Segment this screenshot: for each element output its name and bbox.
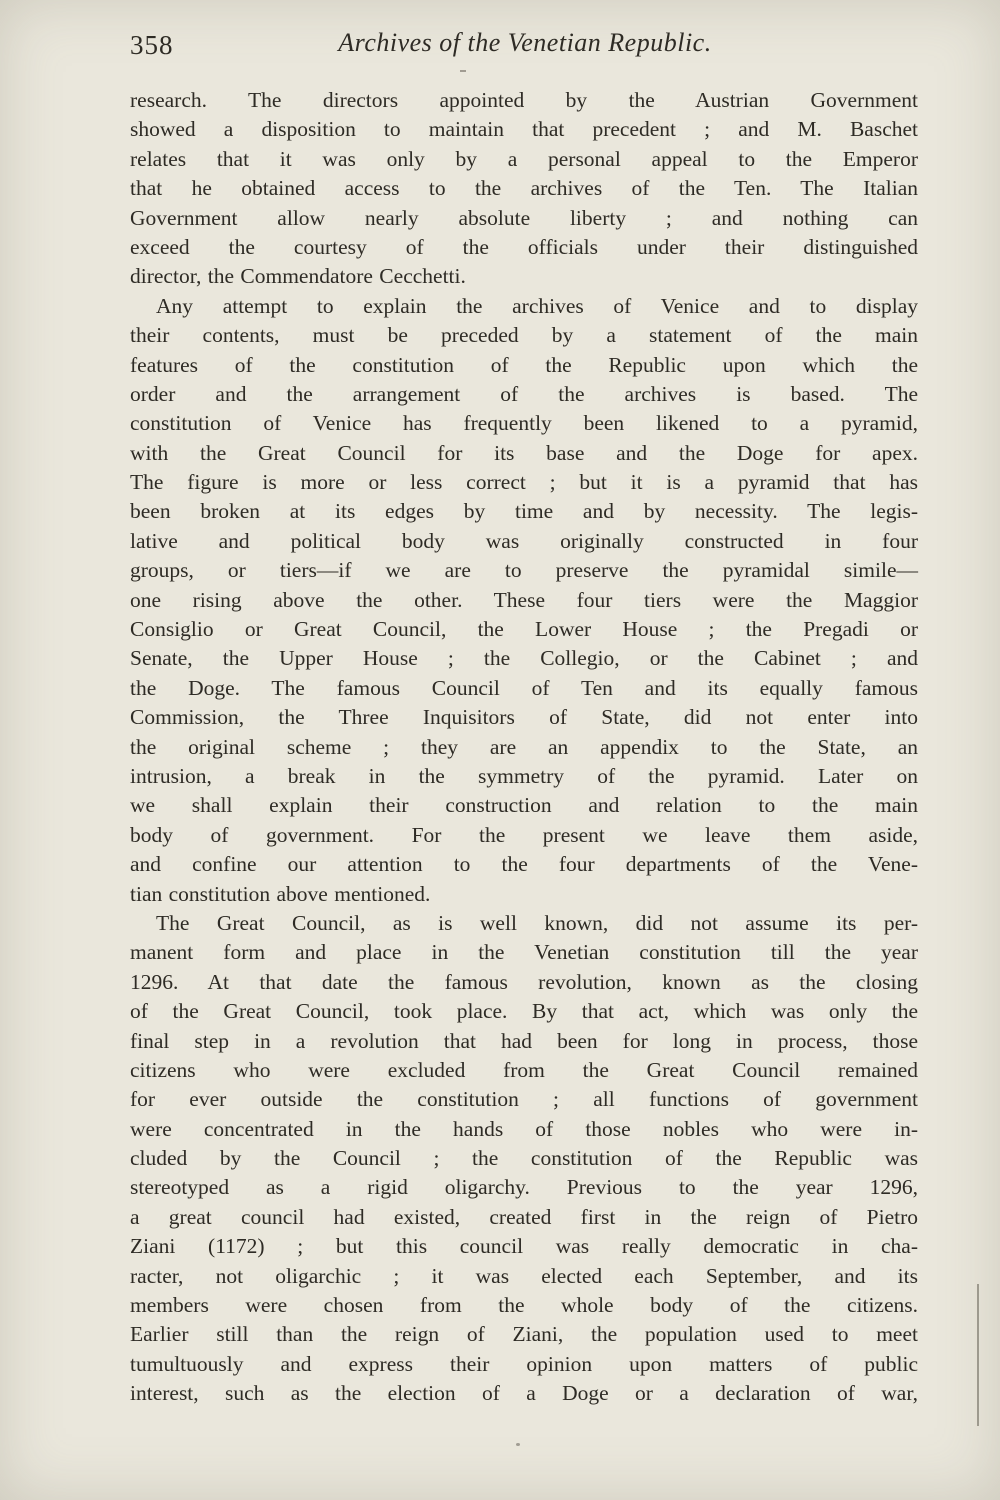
- text-line: members were chosen from the whole body of the citizens.: [130, 1293, 918, 1318]
- text-line: exceed the courtesy of the officials under their distinguished: [130, 234, 918, 259]
- text-line: showed a disposition to maintain that precedent ; and M. Baschet: [130, 117, 918, 142]
- text-line: been broken at its edges by time and by necessity. The legis-: [130, 499, 918, 524]
- text-line: one rising above the other. These four tiers were the Maggior: [130, 587, 918, 612]
- text-line: the original scheme ; they are an appendix to the State, an: [130, 734, 918, 759]
- running-title: Archives of the Venetian Republic.: [338, 28, 712, 57]
- text-line: Any attempt to explain the archives of Venice and to display: [156, 293, 918, 318]
- text-line: the Doge. The famous Council of Ten and its equally famous: [130, 675, 918, 700]
- text-line: relates that it was only by a personal appeal to the Emperor: [130, 146, 918, 171]
- text-line: tumultuously and express their opinion upon matters of public: [130, 1351, 918, 1376]
- text-line: intrusion, a break in the symmetry of the pyramid. Later on: [130, 763, 918, 788]
- text-line: Ziani (1172) ; but this council was really democratic in cha-: [130, 1234, 918, 1259]
- scan-speck-under-title: [460, 70, 466, 72]
- text-line: that he obtained access to the archives of the Ten. The Italian: [130, 176, 918, 201]
- text-line: research. The directors appointed by the Austrian Government: [130, 88, 918, 112]
- text-line: we shall explain their construction and relation to the main: [130, 793, 918, 818]
- text-line: Earlier still than the reign of Ziani, the population used to meet: [130, 1322, 918, 1347]
- text-line: lative and political body was originally constructed in four: [130, 528, 918, 553]
- text-line: racter, not oligarchic ; it was elected each September, and its: [130, 1263, 918, 1288]
- text-line: were concentrated in the hands of those nobles who were in-: [130, 1116, 918, 1141]
- page-number: 358: [130, 30, 174, 60]
- text-line: 1296. At that date the famous revolution, known as the closing: [130, 969, 918, 994]
- scan-artifact-vertical-line: [977, 1284, 979, 1426]
- text-line: of the Great Council, took place. By that act, which was only the: [130, 999, 918, 1024]
- text-line: for ever outside the constitution ; all functions of government: [130, 1087, 918, 1112]
- text-line: Consiglio or Great Council, the Lower House ; the Pregadi or: [130, 617, 918, 642]
- paragraph: [130, 86, 918, 292]
- scan-speck-bottom: [516, 1443, 520, 1446]
- text-line: The figure is more or less correct ; but it is a pyramid that has: [130, 470, 918, 495]
- text-line: cluded by the Council ; the constitution of the Republic was: [130, 1146, 918, 1171]
- page-header: [130, 28, 920, 68]
- text-line: interest, such as the election of a Doge or a declaration of war,: [130, 1381, 918, 1406]
- text-line: a great council had existed, created first in the reign of Pietro: [130, 1204, 918, 1229]
- text-line: constitution of Venice has frequently been likened to a pyramid,: [130, 411, 918, 436]
- text-line: Senate, the Upper House ; the Collegio, or the Cabinet ; and: [130, 646, 918, 671]
- text-line: The Great Council, as is well known, did not assume its per-: [156, 910, 918, 935]
- text-line: director, the Commendatore Cecchetti.: [130, 264, 466, 289]
- text-line: final step in a revolution that had been for long in process, those: [130, 1028, 918, 1053]
- text-line: Government allow nearly absolute liberty ; and nothing can: [130, 205, 918, 230]
- text-line: manent form and place in the Venetian constitution till the year: [130, 940, 918, 965]
- text-line: with the Great Council for its base and the Doge for apex.: [130, 440, 918, 465]
- paragraph: [130, 292, 918, 909]
- text-line: tian constitution above mentioned.: [130, 881, 431, 906]
- text-line: Commission, the Three Inquisitors of State, did not enter into: [130, 705, 918, 730]
- text-line: body of government. For the present we leave them aside,: [130, 822, 918, 847]
- text-line: stereotyped as a rigid oligarchy. Previous to the year 1296,: [130, 1175, 918, 1200]
- page-body: [130, 86, 918, 1409]
- text-line: groups, or tiers—if we are to preserve the pyramidal simile—: [130, 558, 918, 583]
- text-line: order and the arrangement of the archives is based. The: [130, 381, 918, 406]
- text-line: their contents, must be preceded by a statement of the main: [130, 323, 918, 348]
- text-line: and confine our attention to the four departments of the Vene-: [130, 852, 918, 877]
- paragraph: [130, 909, 918, 1409]
- text-line: features of the constitution of the Republic upon which the: [130, 352, 918, 377]
- text-line: citizens who were excluded from the Great Council remained: [130, 1057, 918, 1082]
